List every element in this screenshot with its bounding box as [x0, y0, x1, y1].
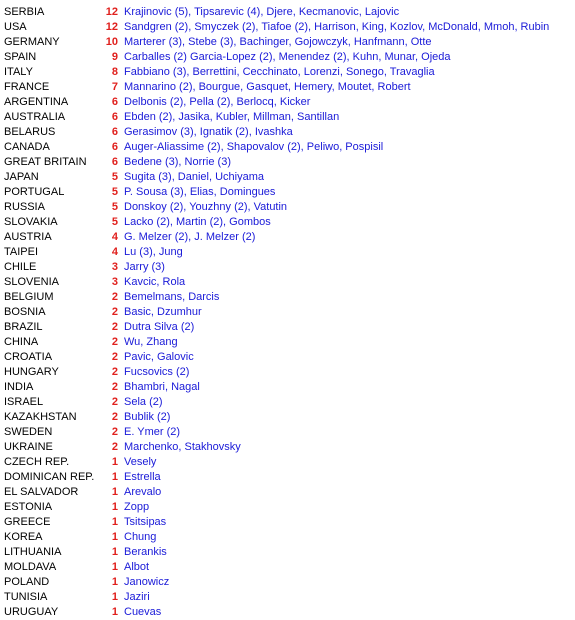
player-count: 2 — [111, 291, 118, 303]
player-count: 7 — [111, 81, 118, 93]
table-row — [4, 410, 570, 425]
country-name: USA — [4, 21, 27, 33]
player-count: 9 — [111, 51, 118, 63]
country-name: BOSNIA — [4, 306, 46, 318]
table-row — [4, 500, 570, 515]
player-names: Cuevas — [124, 606, 162, 618]
table-row — [4, 230, 570, 245]
player-names: G. Melzer (2), J. Melzer (2) — [124, 231, 256, 243]
player-count: 6 — [111, 141, 118, 153]
country-name: GERMANY — [4, 36, 60, 48]
table-row — [4, 170, 570, 185]
player-names: Pavic, Galovic — [124, 351, 194, 363]
table-row — [4, 260, 570, 275]
country-name: ESTONIA — [4, 501, 53, 513]
player-names: Arevalo — [124, 486, 162, 498]
player-names: Donskoy (2), Youzhny (2), Vatutin — [124, 201, 288, 213]
player-names: Bedene (3), Norrie (3) — [124, 156, 231, 168]
country-name: KOREA — [4, 531, 43, 543]
country-name: CHINA — [4, 336, 39, 348]
table-row — [4, 530, 570, 545]
player-names: Lacko (2), Martin (2), Gombos — [124, 216, 271, 228]
player-count: 1 — [111, 561, 118, 573]
table-row — [4, 5, 570, 20]
table-row — [4, 200, 570, 215]
country-name: BELGIUM — [4, 291, 54, 303]
country-name: ISRAEL — [4, 396, 44, 408]
country-name: RUSSIA — [4, 201, 45, 213]
table-row — [4, 485, 570, 500]
country-name: ITALY — [4, 66, 33, 78]
player-count: 1 — [111, 606, 118, 618]
player-count: 6 — [111, 111, 118, 123]
player-count: 10 — [105, 36, 118, 48]
player-count: 1 — [111, 501, 118, 513]
country-name: SWEDEN — [4, 426, 53, 438]
country-name: BRAZIL — [4, 321, 43, 333]
table-row — [4, 380, 570, 395]
player-count: 6 — [111, 96, 118, 108]
table-row — [4, 560, 570, 575]
table-row — [4, 245, 570, 260]
player-count: 2 — [111, 381, 118, 393]
player-names: Fabbiano (3), Berrettini, Cecchinato, Lorenzi, Sonego, Travaglia — [124, 66, 435, 78]
player-names: Marchenko, Stakhovsky — [124, 441, 241, 453]
country-name: URUGUAY — [4, 606, 59, 618]
player-count: 1 — [111, 546, 118, 558]
player-count: 1 — [111, 486, 118, 498]
country-name: CROATIA — [4, 351, 53, 363]
table-row — [4, 350, 570, 365]
player-names: Vesely — [124, 456, 157, 468]
table-row — [4, 80, 570, 95]
player-count: 2 — [111, 306, 118, 318]
country-name: TUNISIA — [4, 591, 48, 603]
table-row — [4, 470, 570, 485]
player-names: Auger-Aliassime (2), Shapovalov (2), Peliwo, Pospisil — [124, 141, 384, 153]
country-name: SERBIA — [4, 6, 45, 18]
country-name: CHILE — [4, 261, 37, 273]
country-player-table — [4, 5, 570, 620]
table-row — [4, 395, 570, 410]
country-name: INDIA — [4, 381, 34, 393]
table-row — [4, 440, 570, 455]
player-names: Dutra Silva (2) — [124, 321, 195, 333]
player-names: Albot — [124, 561, 150, 573]
player-names: Sugita (3), Daniel, Uchiyama — [124, 171, 265, 183]
player-count: 5 — [111, 201, 118, 213]
player-names: Zopp — [124, 501, 150, 513]
table-row — [4, 515, 570, 530]
country-name: UKRAINE — [4, 441, 53, 453]
country-name: SLOVENIA — [4, 276, 60, 288]
table-row — [4, 125, 570, 140]
country-name: HUNGARY — [4, 366, 59, 378]
table-row — [4, 110, 570, 125]
country-name: JAPAN — [4, 171, 39, 183]
player-names: Bublik (2) — [124, 411, 171, 423]
player-names: Wu, Zhang — [124, 336, 178, 348]
table-row — [4, 335, 570, 350]
player-names: Delbonis (2), Pella (2), Berlocq, Kicker — [124, 96, 311, 108]
country-name: EL SALVADOR — [4, 486, 79, 498]
country-name: ARGENTINA — [4, 96, 69, 108]
player-count: 6 — [111, 126, 118, 138]
player-count: 2 — [111, 351, 118, 363]
player-names: Kavcic, Rola — [124, 276, 186, 288]
player-names: Krajinovic (5), Tipsarevic (4), Djere, Kecmanovic, Lajovic — [124, 6, 400, 18]
country-name: CZECH REP. — [4, 456, 70, 468]
table-row — [4, 590, 570, 605]
country-name: DOMINICAN REP. — [4, 471, 95, 483]
player-count: 2 — [111, 366, 118, 378]
table-row — [4, 20, 570, 35]
player-names: Fucsovics (2) — [124, 366, 190, 378]
country-name: CANADA — [4, 141, 50, 153]
player-names: Jaziri — [124, 591, 150, 603]
country-name: AUSTRALIA — [4, 111, 66, 123]
country-name: MOLDAVA — [4, 561, 57, 573]
player-names: E. Ymer (2) — [124, 426, 181, 438]
player-names: Ebden (2), Jasika, Kubler, Millman, Santillan — [124, 111, 340, 123]
player-count: 4 — [111, 246, 118, 258]
country-name: BELARUS — [4, 126, 56, 138]
player-count: 1 — [111, 516, 118, 528]
table-row — [4, 275, 570, 290]
player-names: Carballes (2) Garcia-Lopez (2), Menendez (2), Kuhn, Munar, Ojeda — [124, 51, 451, 63]
player-count: 2 — [111, 411, 118, 423]
player-names: P. Sousa (3), Elias, Domingues — [124, 186, 276, 198]
player-names: Tsitsipas — [124, 516, 167, 528]
player-count: 1 — [111, 471, 118, 483]
player-count: 12 — [105, 21, 118, 33]
country-name: SPAIN — [4, 51, 37, 63]
player-count: 1 — [111, 576, 118, 588]
country-name: PORTUGAL — [4, 186, 65, 198]
player-count: 3 — [111, 261, 118, 273]
player-count: 1 — [111, 456, 118, 468]
player-names: Mannarino (2), Bourgue, Gasquet, Hemery, Moutet, Robert — [124, 81, 411, 93]
player-names: Sandgren (2), Smyczek (2), Tiafoe (2), Harrison, King, Kozlov, McDonald, Mmoh, Rubin — [124, 21, 550, 33]
player-names: Marterer (3), Stebe (3), Bachinger, Gojowczyk, Hanfmann, Otte — [124, 36, 432, 48]
player-count: 4 — [111, 231, 118, 243]
table-row — [4, 50, 570, 65]
country-name: AUSTRIA — [4, 231, 52, 243]
player-count: 6 — [111, 156, 118, 168]
table-row — [4, 425, 570, 440]
player-count: 2 — [111, 396, 118, 408]
player-count: 5 — [111, 171, 118, 183]
player-names: Bemelmans, Darcis — [124, 291, 220, 303]
player-names: Bhambri, Nagal — [124, 381, 200, 393]
player-count: 3 — [111, 276, 118, 288]
table-row — [4, 455, 570, 470]
table-row — [4, 65, 570, 80]
player-count: 2 — [111, 336, 118, 348]
table-row — [4, 605, 570, 620]
table-row — [4, 35, 570, 50]
player-names: Berankis — [124, 546, 167, 558]
country-name: GREAT BRITAIN — [4, 156, 87, 168]
player-names: Sela (2) — [124, 396, 163, 408]
player-count: 2 — [111, 426, 118, 438]
country-name: KAZAKHSTAN — [4, 411, 77, 423]
table-row — [4, 155, 570, 170]
country-name: POLAND — [4, 576, 50, 588]
table-row — [4, 365, 570, 380]
table-row — [4, 215, 570, 230]
country-name: GREECE — [4, 516, 51, 528]
player-count: 5 — [111, 186, 118, 198]
player-count: 5 — [111, 216, 118, 228]
player-names: Gerasimov (3), Ignatik (2), Ivashka — [124, 126, 293, 138]
player-names: Lu (3), Jung — [124, 246, 183, 258]
player-count: 2 — [111, 321, 118, 333]
player-count: 1 — [111, 591, 118, 603]
table-row — [4, 305, 570, 320]
table-row — [4, 575, 570, 590]
player-names: Chung — [124, 531, 157, 543]
country-name: FRANCE — [4, 81, 50, 93]
player-names: Jarry (3) — [124, 261, 165, 273]
country-name: TAIPEI — [4, 246, 39, 258]
table-row — [4, 545, 570, 560]
player-names: Janowicz — [124, 576, 170, 588]
player-count: 12 — [105, 6, 118, 18]
table-row — [4, 290, 570, 305]
country-name: SLOVAKIA — [4, 216, 58, 228]
country-name: LITHUANIA — [4, 546, 62, 558]
player-count: 8 — [111, 66, 118, 78]
player-names: Basic, Dzumhur — [124, 306, 202, 318]
player-names: Estrella — [124, 471, 161, 483]
player-count: 2 — [111, 441, 118, 453]
player-count: 1 — [111, 531, 118, 543]
table-row — [4, 185, 570, 200]
table-row — [4, 95, 570, 110]
table-row — [4, 320, 570, 335]
table-row — [4, 140, 570, 155]
